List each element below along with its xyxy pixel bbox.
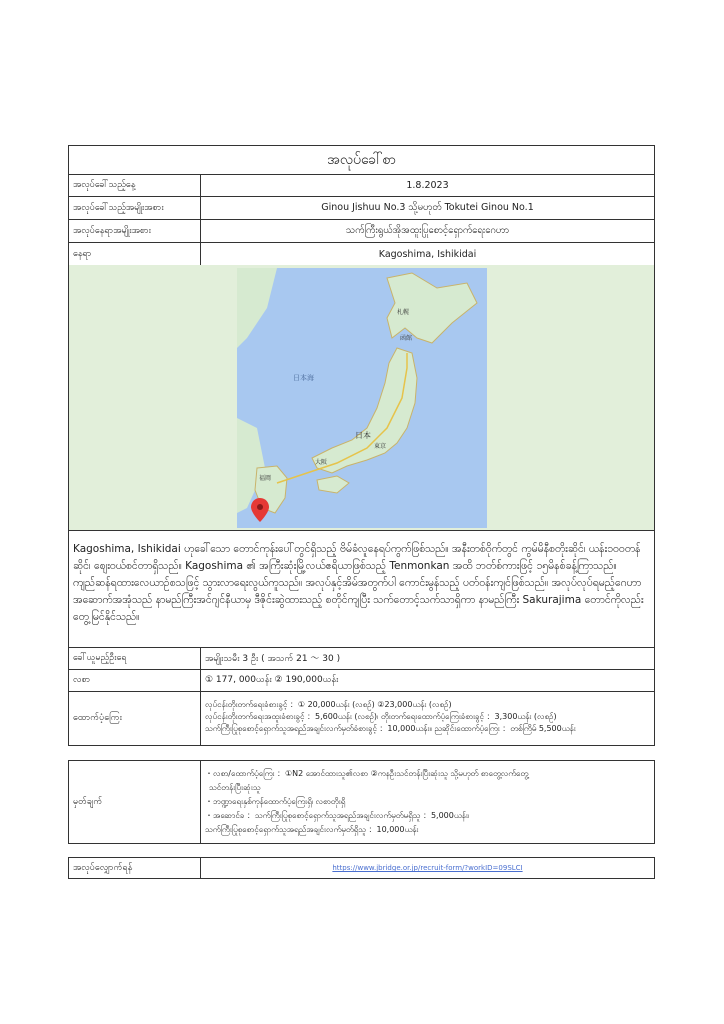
recruit-value: အမျိုးသမီး 3 ဦး ( အသက် 21 ～ 30 )	[200, 647, 655, 670]
allowance-line: လုပ်ငန်းတိုးတက်ရေးအထူးခံစားခွင့် ：5,600ယန်း (လစဉ်)၊ တိုးတက်ရေးထောက်ပံ့ကြေးခံစားခွင့် ：3,300ယန်း (လစဉ်)	[205, 712, 557, 721]
city-label: 大阪	[315, 459, 328, 466]
salary-value: ① 177, 000ယန်း ② 190,000ယန်း	[200, 669, 655, 692]
date-label: အလုပ်ခေါ်သည့်နေ့	[68, 174, 201, 197]
sea-label: 日本海	[293, 374, 314, 382]
notes-line: ・အဆောင်ခ ：သက်ကြီးပြုစုစောင့်ရှောက်သူအရည်အချင်းလက်မှတ်မရှိသူ ：5,000ယန်း၊	[205, 811, 470, 820]
allowance-details	[200, 691, 655, 746]
apply-link-cell	[200, 857, 655, 879]
page-title	[68, 145, 655, 175]
location-value: Kagoshima, Ishikidai	[200, 242, 655, 266]
city-label: 札幌	[397, 309, 410, 316]
city-label: 函館	[400, 335, 413, 342]
allowance-line: လုပ်ငန်းတိုးတက်ရေးခံစားခွင့် ：① 20,000ယန်း (လစဉ်) ②23,000ယန်း (လစဉ်)	[205, 700, 452, 709]
country-label: 日本	[355, 431, 371, 440]
recruit-label: ခေါ်ယူမည့်ဦးရေ	[68, 647, 201, 670]
notes-line: သက်ကြီးပြုစုစောင့်ရှောက်သူအရည်အချင်းလက်မှတ်ရှိသူ ：10,000ယန်း	[205, 825, 419, 834]
location-label: နေရာ	[68, 242, 201, 266]
notes-details	[200, 760, 655, 844]
title-text: အလုပ်ခေါ်စာ	[327, 151, 396, 168]
notes-line: သင်တန်းပြီးဆုံးသူ	[209, 783, 261, 792]
apply-link[interactable]: https://www.jbridge.or.jp/recruit-form/?workID=09SLCI	[332, 864, 523, 872]
city-label: 福岡	[259, 475, 272, 482]
date-value: 1.8.2023	[200, 174, 655, 197]
workplace-type-label: အလုပ်နေရာအမျိုးအစား	[68, 219, 201, 243]
notes-label: မှတ်ချက်	[68, 760, 201, 844]
workplace-type-value: သက်ကြီးရွယ်အိုအထူးပြုစောင့်ရှောက်ရေးဂေဟာ	[200, 219, 655, 243]
notes-line: ・လစာ/ထောက်ပံ့ကြေး ：①N2 အောင်ထားသူ၏လစာ ②ကနဦးသင်တန်းပြီးဆုံးသူ သို့မဟုတ် စာတွေ့လက်တွေ့	[205, 769, 529, 778]
notes-line: ・ဘဏ္ဍာရေးနှစ်ကုန်ထောက်ပံ့ကြေးရှိ၊ လစာတိုးရှိ	[205, 797, 346, 806]
city-label: 東京	[374, 443, 387, 450]
job-type-label: အလုပ်ခေါ်သည့်အမျိုးအစား	[68, 196, 201, 220]
allowance-label: ထောက်ပံ့ကြေး	[68, 691, 201, 746]
area-description: Kagoshima, Ishikidai ဟုခေါ်သော တောင်ကုန်းပေါ်တွင်ရှိသည့် ဗိမ်ခံလူနေရပ်ကွက်ဖြစ်သည်။ အနီးတစ်ဝိုက်တွင် ကွမ်မိနီစတိုးဆိုင်၊ ယန်း၁၀၀တန်ဆိုင်၊ စျေးဝယ်စင်တာရှိသည်။ Kagoshima ၏ အကြီးဆုံးမြို့လယ်ဧရိယာဖြစ်သည့် Tenmonkan အထိ ဘတ်စ်ကားဖြင့် ၁၅မိနစ်ခန့်ကြာသည်။ ကျည်ဆန်ရထားလေယာဉ်စသဖြင့် သွားလာရေးလွယ်ကူသည်။ အလုပ်နှင့်အိမ်အတွက်ပါ ကောင်းမွန်သည့် ပတ်ဝန်းကျင်ဖြစ်သည်။ အလုပ်လုပ်ရမည့်ဂေဟာ အဆောက်အအုံသည် နာမည်ကြီးအင်ဂျင်နီယာမှ ဒီဇိုင်းဆွဲထားသည့် စတိုင်ကျပြီး သက်တောင့်သက်သာရှိကာ နာမည်ကြီး Sakurajima တောင်ကိုလည်း တွေ့မြင်နိုင်သည်။	[68, 530, 655, 648]
apply-label: အလုပ်လျှောက်ရန်	[68, 857, 201, 879]
map-svg	[237, 268, 487, 528]
allowance-line: သက်ကြီးပြုစုစောင့်ရှောက်သူအရည်အချင်းလက်မှတ်ခံစားခွင့် ：10,000ယန်း။ ညဆိုင်းထောက်ပံ့ကြေး ：တစ်ကြိမ် 5,500ယန်း	[205, 724, 576, 733]
salary-label: လစာ	[68, 669, 201, 692]
japan-map	[237, 268, 487, 528]
job-type-value: Ginou Jishuu No.3 သို့မဟုတ် Tokutei Ginou No.1	[200, 196, 655, 220]
